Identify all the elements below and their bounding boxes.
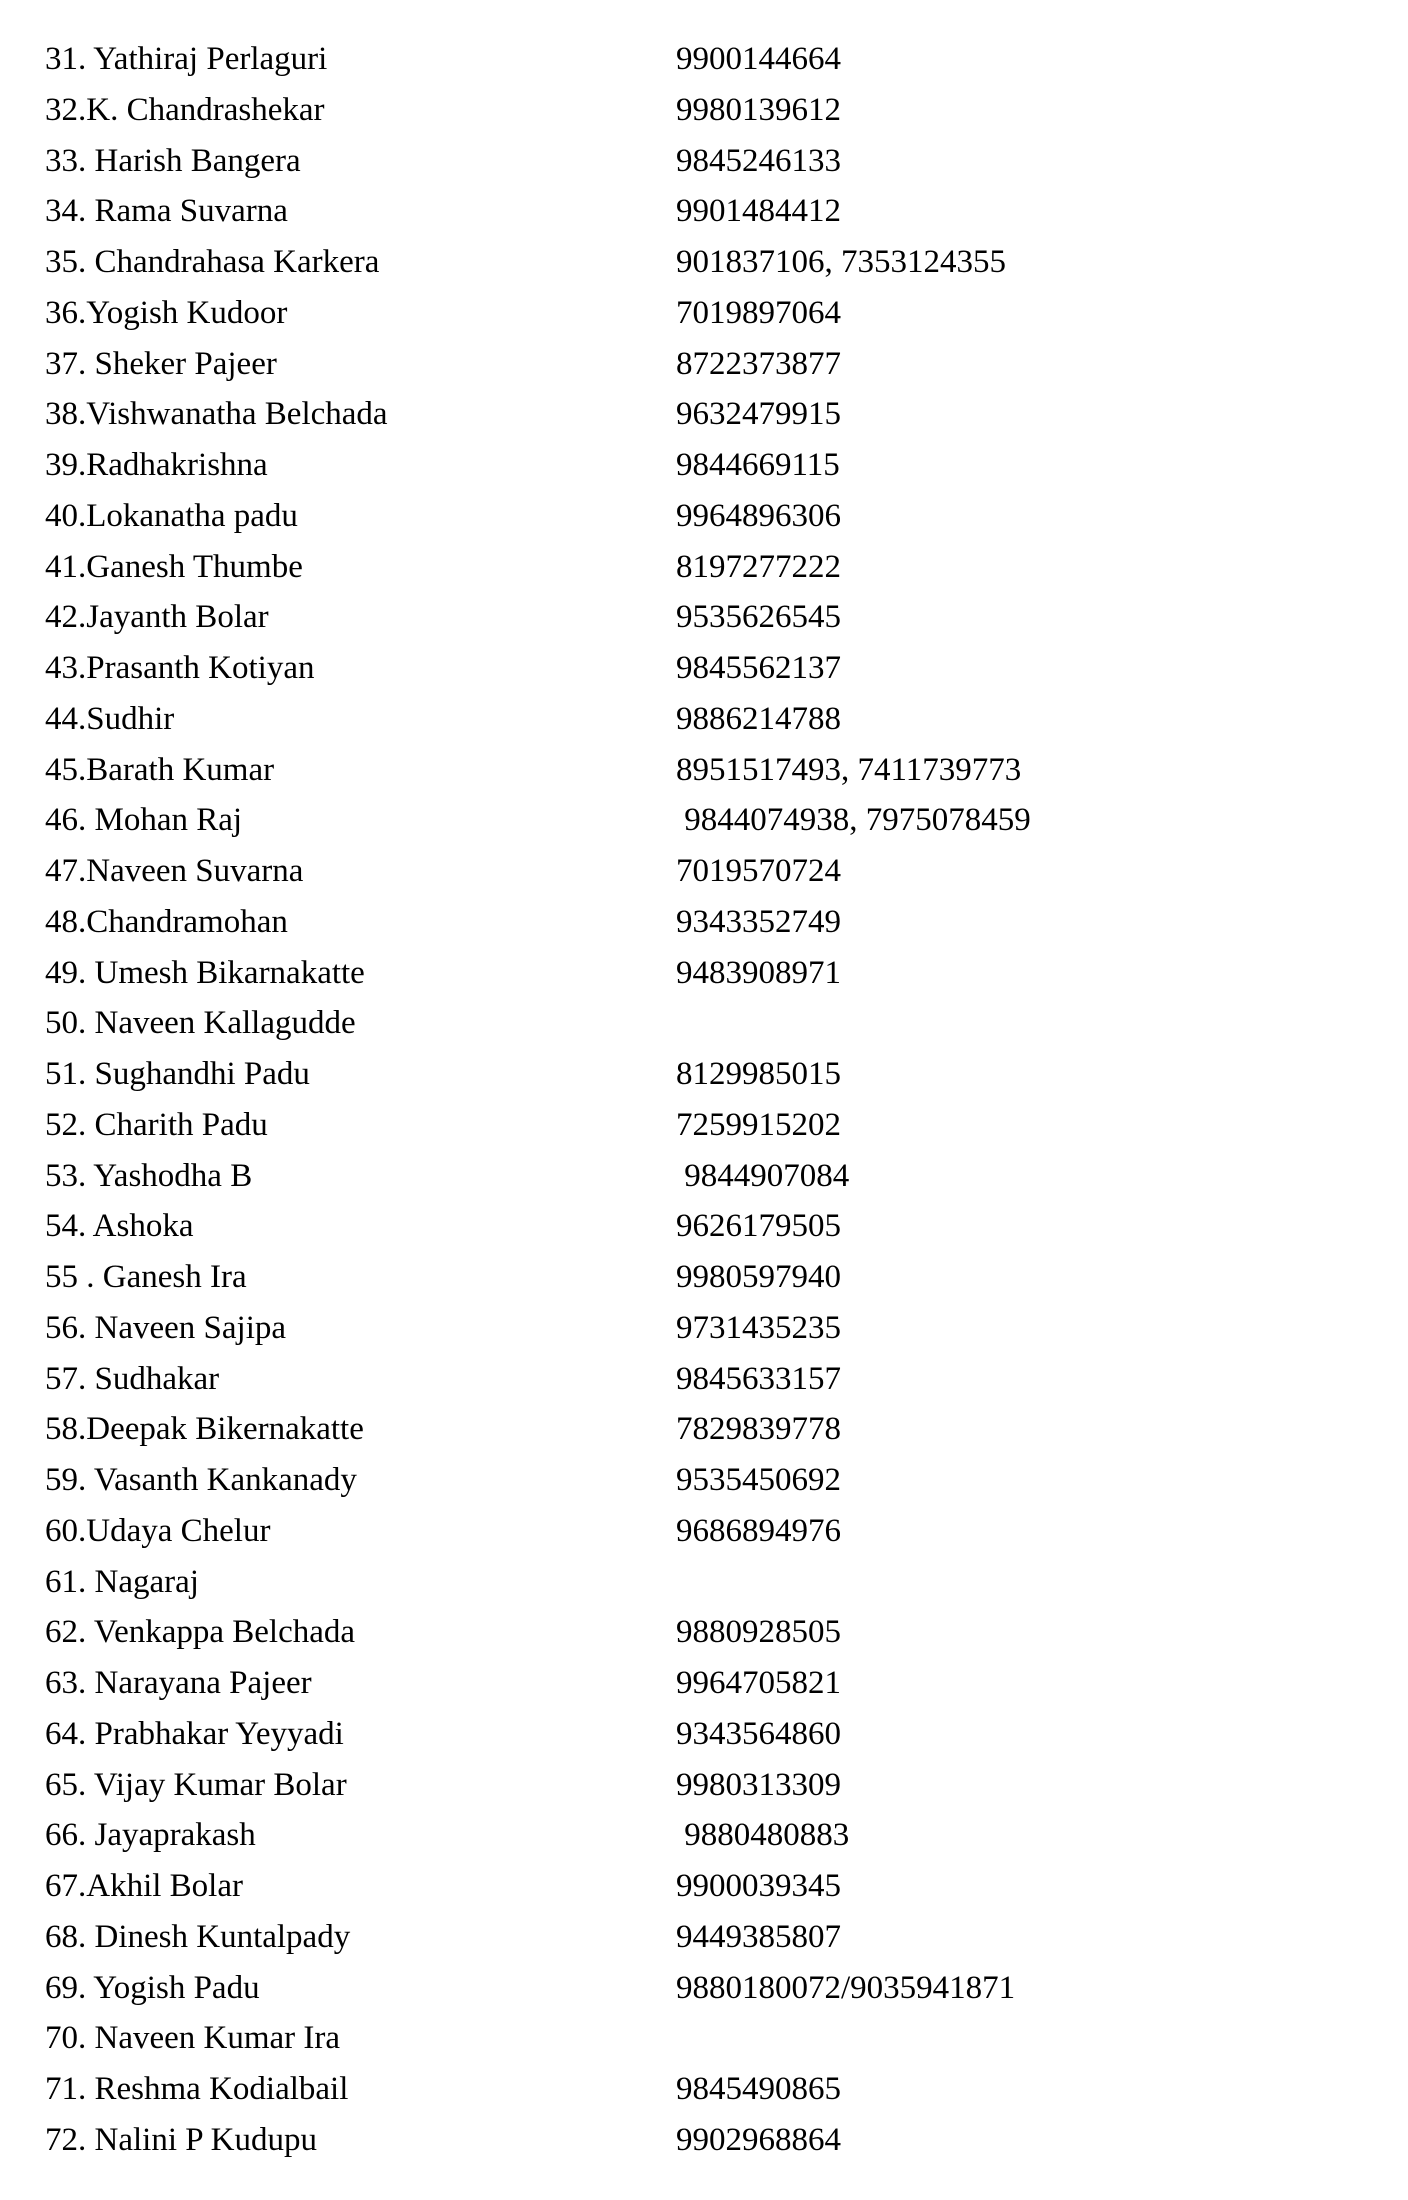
contact-phone: 9980597940 [676,1259,841,1295]
contact-row [0,1861,1408,1912]
contact-name: 38.Vishwanatha Belchada [45,396,388,433]
contact-row [0,1506,1408,1557]
contact-name: 37. Sheker Pajeer [45,345,277,382]
contact-row [0,795,1408,846]
contact-phone: 8722373877 [676,345,841,382]
contact-row [0,2064,1408,2115]
contact-row [0,491,1408,542]
contact-row [0,1455,1408,1506]
contact-name: 63. Narayana Pajeer [45,1665,312,1701]
contact-row [0,643,1408,694]
contact-name: 51. Sughandhi Padu [45,1056,310,1092]
contact-name: 60.Udaya Chelur [45,1512,271,1549]
contact-row [0,1912,1408,1963]
contact-phone: 9902968864 [676,2121,841,2158]
contact-phone: 9626179505 [676,1208,841,1245]
contact-row [0,389,1408,440]
contact-name: 39.Radhakrishna [45,447,268,483]
contact-row [0,1303,1408,1354]
contact-row [0,1810,1408,1861]
contact-row [0,2115,1408,2166]
contact-name: 55 . Ganesh Ira [45,1259,247,1295]
contact-row [0,237,1408,288]
contact-name: 52. Charith Padu [45,1106,268,1143]
contact-phone: 901837106, 7353124355 [676,244,1006,280]
contact-row [0,1201,1408,1252]
contact-row [0,440,1408,491]
contact-name: 67.Akhil Bolar [45,1868,243,1904]
contact-row [0,1354,1408,1405]
contact-phone: 9880928505 [676,1614,841,1651]
contact-name: 44.Sudhir [45,700,175,737]
contact-phone: 7019570724 [676,853,841,889]
contact-phone: 9535450692 [676,1462,841,1498]
contact-name: 70. Naveen Kumar Ira [45,2020,341,2057]
contact-name: 47.Naveen Suvarna [45,853,304,889]
contact-phone: 9844074938, 7975078459 [676,802,1031,839]
contact-row [0,1963,1408,2014]
contact-row [0,998,1408,1049]
contact-row [0,1557,1408,1608]
contact-phone: 7259915202 [676,1106,841,1143]
contact-name: 62. Venkappa Belchada [45,1614,356,1651]
contact-phone: 9901484412 [676,193,841,230]
contact-phone: 9886214788 [676,700,841,737]
contact-phone: 9964896306 [676,497,841,534]
contact-phone: 9845246133 [676,142,841,179]
contact-name: 53. Yashodha B [45,1157,253,1194]
contact-phone: 9535626545 [676,599,841,636]
contact-row [0,1709,1408,1760]
contact-phone: 9686894976 [676,1512,841,1549]
contact-name: 48.Chandramohan [45,903,288,940]
contact-name: 40.Lokanatha padu [45,497,298,534]
contact-name: 72. Nalini P Kudupu [45,2121,317,2158]
contact-name: 66. Jayaprakash [45,1817,256,1854]
contact-phone: 9845633157 [676,1360,841,1397]
contact-row [0,1151,1408,1202]
contact-row [0,85,1408,136]
contact-phone: 9964705821 [676,1665,841,1701]
contact-phone: 9845562137 [676,650,841,686]
contact-name: 41.Ganesh Thumbe [45,548,303,585]
contact-name: 58.Deepak Bikernakatte [45,1411,364,1448]
contact-name: 68. Dinesh Kuntalpady [45,1918,351,1955]
contact-row [0,846,1408,897]
contact-phone: 9980313309 [676,1766,841,1803]
contact-name: 31. Yathiraj Perlaguri [45,41,328,77]
contact-row [0,34,1408,85]
contact-row [0,186,1408,237]
contact-phone: 8197277222 [676,548,841,585]
contact-row [0,1607,1408,1658]
contact-row [0,2013,1408,2064]
contact-name: 64. Prabhakar Yeyyadi [45,1715,344,1752]
contact-phone: 9900144664 [676,41,841,77]
contact-phone: 9844669115 [676,447,840,483]
contact-phone: 9632479915 [676,396,841,433]
contact-row [0,339,1408,390]
contact-name: 57. Sudhakar [45,1360,220,1397]
contact-name: 61. Nagaraj [45,1563,199,1600]
contact-phone: 9483908971 [676,954,841,991]
contact-name: 43.Prasanth Kotiyan [45,650,315,686]
contact-row [0,1658,1408,1709]
contact-row [0,897,1408,948]
contact-name: 65. Vijay Kumar Bolar [45,1766,347,1803]
contact-row [0,745,1408,796]
contact-name: 46. Mohan Raj [45,802,243,839]
contact-name: 36.Yogish Kudoor [45,294,288,331]
contact-name: 34. Rama Suvarna [45,193,288,230]
contact-name: 32.K. Chandrashekar [45,91,325,128]
contact-phone: 9900039345 [676,1868,841,1904]
contact-name: 56. Naveen Sajipa [45,1309,287,1346]
contact-phone: 9880480883 [676,1817,850,1854]
contact-phone: 9980139612 [676,91,841,128]
contact-name: 33. Harish Bangera [45,142,301,179]
contact-row [0,592,1408,643]
contact-phone: 9880180072/9035941871 [676,1969,1016,2006]
contact-row [0,542,1408,593]
contact-phone: 9343564860 [676,1715,841,1752]
contact-name: 54. Ashoka [45,1208,194,1245]
contact-row [0,1760,1408,1811]
contact-name: 59. Vasanth Kankanady [45,1462,357,1498]
contact-row [0,694,1408,745]
contact-phone: 9343352749 [676,903,841,940]
contact-name: 42.Jayanth Bolar [45,599,269,636]
contact-phone: 8951517493, 7411739773 [676,751,1022,788]
contact-phone: 7019897064 [676,294,841,331]
contact-phone: 9845490865 [676,2071,841,2107]
contact-row [0,1404,1408,1455]
contact-row [0,288,1408,339]
contact-row [0,136,1408,187]
contact-name: 71. Reshma Kodialbail [45,2071,349,2107]
contact-row [0,1252,1408,1303]
contact-row [0,1100,1408,1151]
contact-phone: 9449385807 [676,1918,841,1955]
contact-phone: 9731435235 [676,1309,841,1346]
contact-row [0,1049,1408,1100]
contact-name: 69. Yogish Padu [45,1969,260,2006]
contact-name: 45.Barath Kumar [45,751,275,788]
contact-list [0,34,1408,2166]
contact-name: 50. Naveen Kallagudde [45,1005,356,1042]
contact-name: 35. Chandrahasa Karkera [45,244,380,280]
contact-phone: 8129985015 [676,1056,841,1092]
contact-phone: 9844907084 [676,1157,850,1194]
contact-row [0,948,1408,999]
contact-phone: 7829839778 [676,1411,841,1448]
contact-name: 49. Umesh Bikarnakatte [45,954,365,991]
